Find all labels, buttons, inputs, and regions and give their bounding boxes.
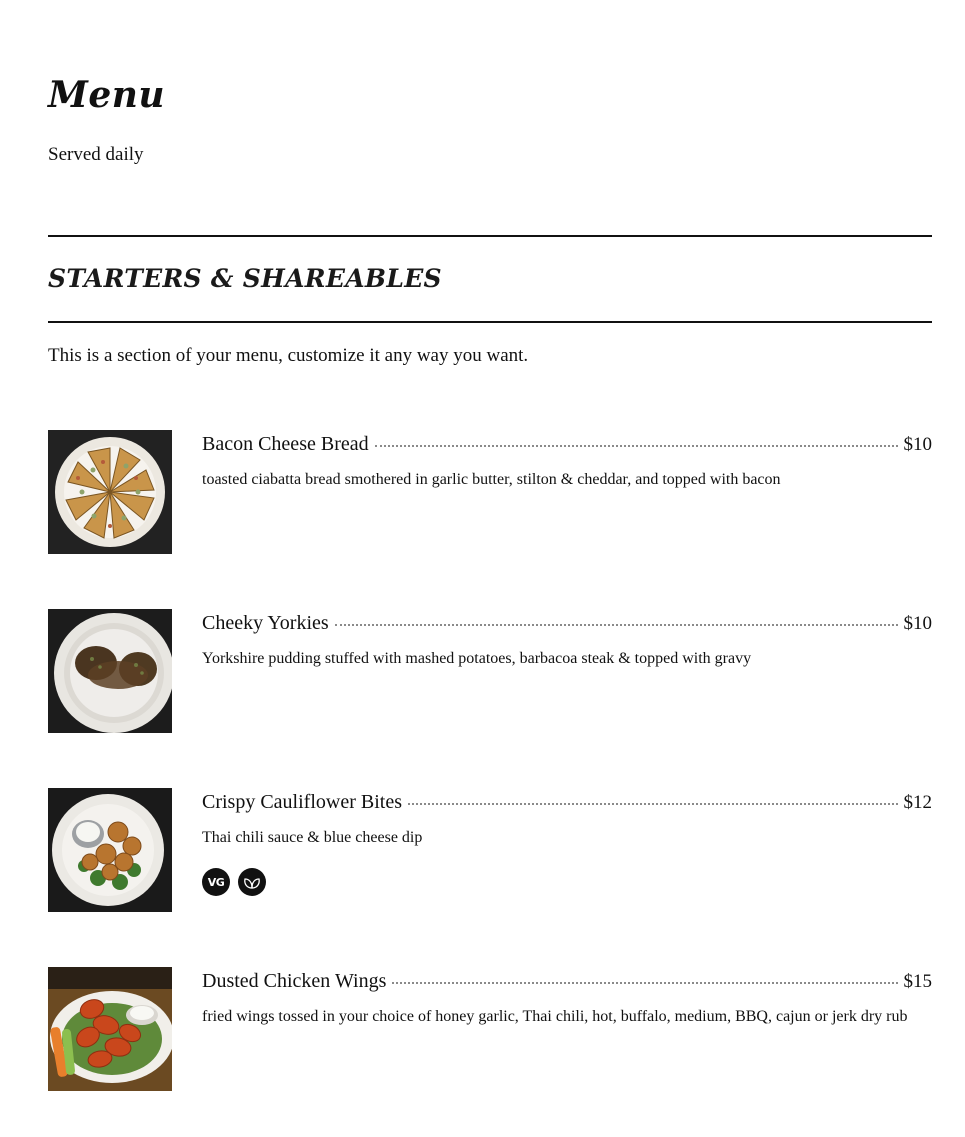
dotted-leader bbox=[375, 444, 898, 447]
yorkshire-pudding-photo bbox=[48, 609, 172, 733]
vegan-leaf-icon bbox=[238, 868, 266, 896]
menu-item bbox=[48, 788, 932, 912]
section-bottom-divider bbox=[48, 321, 932, 323]
item-name: Dusted Chicken Wings bbox=[202, 970, 387, 992]
item-description: fried wings tossed in your choice of honey garlic, Thai chili, hot, buffalo, medium, BBQ, cajun or jerk dry rub bbox=[202, 1008, 908, 1025]
menu-item bbox=[48, 967, 932, 1091]
menu-item bbox=[48, 430, 932, 554]
flatbread-dish-photo bbox=[48, 430, 172, 554]
vegetarian-badge-icon: VG bbox=[202, 868, 230, 896]
item-price: $12 bbox=[903, 792, 932, 813]
item-description: Yorkshire pudding stuffed with mashed potatoes, barbacoa steak & topped with gravy bbox=[202, 650, 752, 667]
item-description: toasted ciabatta bread smothered in garlic butter, stilton & cheddar, and topped with bacon bbox=[202, 471, 781, 488]
chicken-wings-photo bbox=[48, 967, 172, 1091]
menu-item-header bbox=[202, 967, 932, 995]
item-description: Thai chili sauce & blue cheese dip bbox=[202, 829, 423, 846]
menu-item-body bbox=[202, 788, 932, 896]
menu-item-body bbox=[202, 967, 932, 1029]
menu-item-body bbox=[202, 430, 932, 492]
page-title: Menu bbox=[48, 74, 166, 116]
menu-item-body bbox=[202, 609, 932, 671]
menu-item bbox=[48, 609, 932, 733]
menu-item-header bbox=[202, 609, 932, 637]
section-title: STARTERS & SHAREABLES bbox=[48, 264, 442, 293]
item-price: $10 bbox=[903, 613, 932, 634]
section-top-divider bbox=[48, 235, 932, 237]
item-name: Cheeky Yorkies bbox=[202, 612, 329, 634]
section-description: This is a section of your menu, customize it any way you want. bbox=[48, 345, 529, 366]
menu-item-header bbox=[202, 430, 932, 458]
item-name: Bacon Cheese Bread bbox=[202, 433, 369, 455]
cauliflower-bites-photo bbox=[48, 788, 172, 912]
item-name: Crispy Cauliflower Bites bbox=[202, 791, 402, 813]
item-price: $10 bbox=[903, 434, 932, 455]
dotted-leader bbox=[392, 981, 897, 984]
dietary-badges bbox=[202, 868, 932, 896]
page-subtitle: Served daily bbox=[48, 144, 144, 165]
dotted-leader bbox=[408, 802, 898, 805]
item-price: $15 bbox=[903, 971, 932, 992]
menu-item-header bbox=[202, 788, 932, 816]
dotted-leader bbox=[335, 623, 898, 626]
